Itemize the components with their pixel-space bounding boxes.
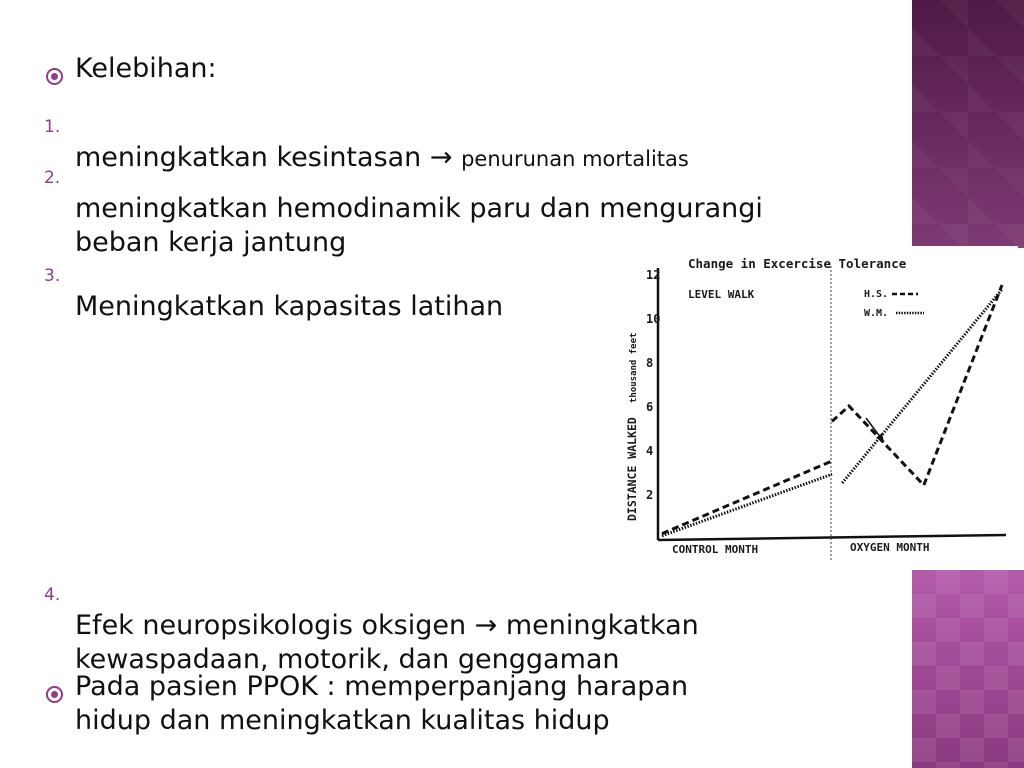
series-line-wm-segment-0 [662,474,832,536]
list-item-line: meningkatkan hemodinamik paru dan mengurangi [75,193,763,224]
list-item-kelebihan [40,52,217,86]
chart-panel-label: LEVEL WALK [688,288,755,301]
legend-label-hs: H.S. [864,289,889,300]
bullet-icon [40,670,57,704]
exercise-tolerance-chart [618,246,1018,566]
decorative-band-top [912,0,1024,248]
y-tick-label: 10 [646,312,661,326]
list-item-small-text: penurunan mortalitas [461,147,689,171]
list-item-3 [40,253,503,324]
list-item-line: Pada pasien PPOK : memperpanjang harapan [75,671,689,702]
decorative-band-bottom [912,570,1024,768]
list-item-ppok [40,670,688,738]
legend-label-wm: W.M. [864,308,889,319]
list-item-4 [40,572,699,677]
list-item-line: kewaspadaan, motorik, dan genggaman [75,644,620,675]
x-section-label-oxygen: OXYGEN MONTH [850,541,930,554]
list-number: 2. [44,168,61,188]
chart-svg [618,246,1018,566]
series-line-hs-segment-0 [662,461,832,534]
chart-legend [864,289,924,319]
list-item-line: Efek neuropsikologis oksigen → meningkatkan [75,610,699,641]
y-axis-title-group [625,333,639,521]
y-tick-label: 2 [646,488,654,502]
series-line-hs-segment-1 [832,285,1002,485]
y-axis-title: DISTANCE WALKED [625,417,639,521]
list-item-line: beban kerja jantung [75,227,347,258]
list-item-main-text: meningkatkan kesintasan → [75,142,462,173]
y-tick-label: 6 [646,400,654,414]
x-section-label-control: CONTROL MONTH [672,543,759,556]
list-item-line: hidup dan meningkatkan kualitas hidup [75,705,610,736]
list-item-text: Kelebihan: [75,53,217,84]
list-number: 3. [44,266,61,286]
chart-series [662,285,1002,536]
chart-title: Change in Excercise Tolerance [688,256,907,271]
bullet-icon [40,52,57,86]
list-number: 4. [44,585,61,605]
list-item-text: Meningkatkan kapasitas latihan [75,291,504,322]
list-number: 1. [44,117,61,137]
y-axis-unit: thousand feet [629,332,639,403]
y-tick-label: 8 [646,356,654,370]
x-axis-line [658,535,1006,540]
y-tick-label: 12 [646,268,661,282]
y-tick-label: 4 [646,444,654,458]
list-item-2 [40,155,763,260]
